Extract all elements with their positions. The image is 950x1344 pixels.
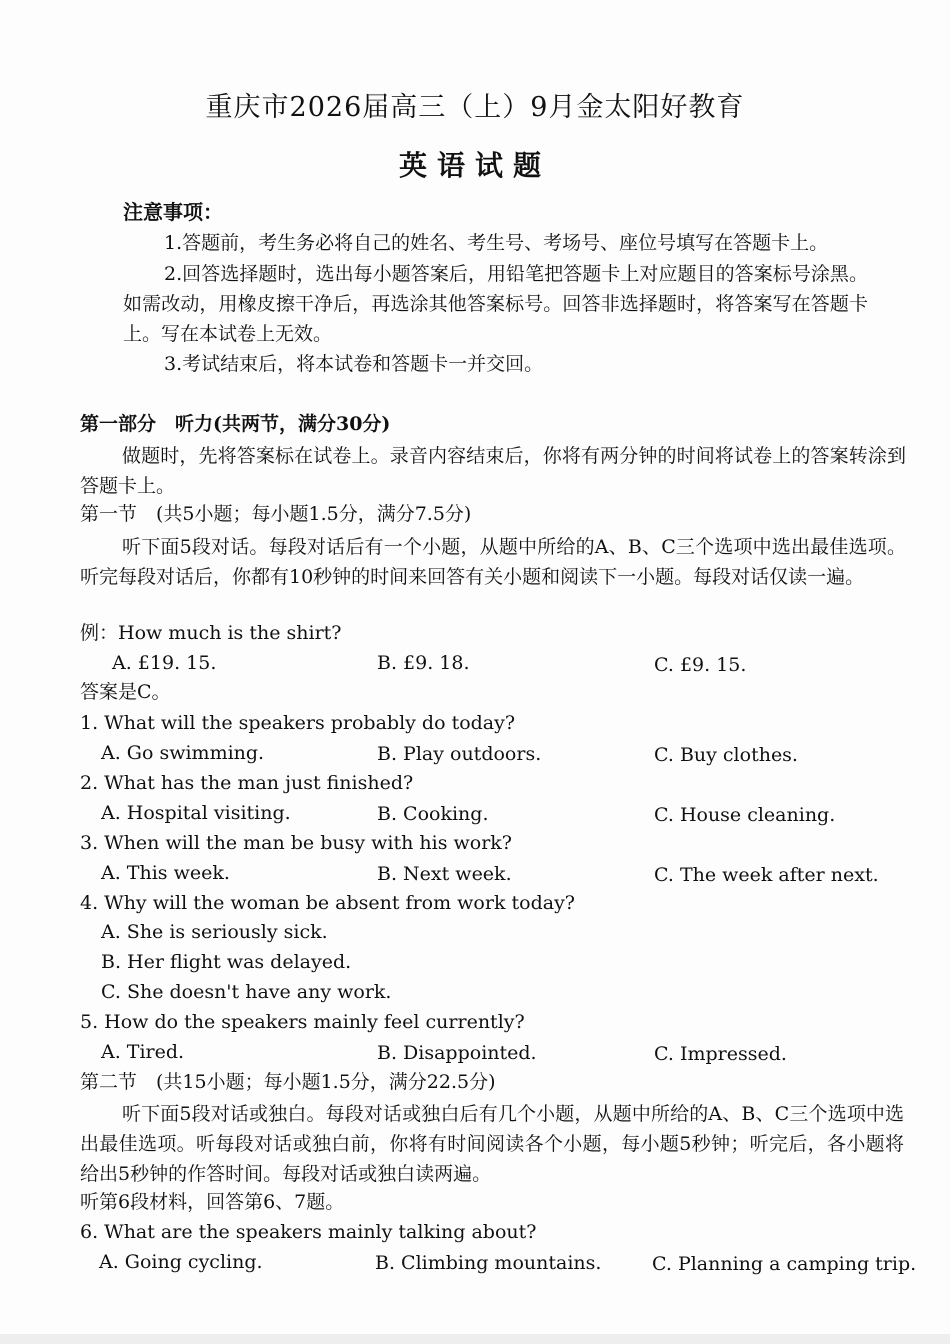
question-4: 4. Why will the woman be absent from work today? bbox=[80, 892, 575, 914]
part1-heading: 第一部分 听力(共两节，满分30分) bbox=[80, 413, 391, 435]
q4-option-b: B. Her flight was delayed. bbox=[101, 951, 352, 973]
part1-intro: 做题时，先将答案标在试卷上。录音内容结束后，你将有两分钟的时间将试卷上的答案转涂到答题卡上。 bbox=[80, 445, 906, 497]
q6-option-c: C. Planning a camping trip. bbox=[652, 1253, 917, 1275]
q4-option-a: A. She is seriously sick. bbox=[101, 921, 328, 943]
q6-option-a: A. Going cycling. bbox=[99, 1251, 263, 1273]
q3-option-a: A. This week. bbox=[101, 862, 230, 884]
section2-intro: 听下面5段对话或独白。每段对话或独白后有几个小题，从题中所给的A、B、C三个选项中选出最佳选项。听每段对话或独白前，你将有时间阅读各个小题，每小题5秒钟；听完后，各小题将给出5秒钟的作答时间。每段对话或独白读两遍。 bbox=[80, 1103, 904, 1185]
q5-option-a: A. Tired. bbox=[101, 1041, 185, 1063]
notice-item-2: 2.回答选择题时，选出每小题答案后，用铅笔把答题卡上对应题目的答案标号涂黑。如需改动，用橡皮擦干净后，再选涂其他答案标号。回答非选择题时，将答案写在答题卡上。写在本试卷上无效。 bbox=[123, 263, 868, 345]
q1-option-b: B. Play outdoors. bbox=[377, 743, 542, 765]
section2-heading: 第二节 (共15小题；每小题1.5分，满分22.5分) bbox=[80, 1071, 496, 1093]
q4-option-c: C. She doesn't have any work. bbox=[101, 981, 392, 1003]
q5-option-b: B. Disappointed. bbox=[377, 1042, 537, 1064]
q2-option-b: B. Cooking. bbox=[377, 803, 489, 825]
material-6-note: 听第6段材料，回答第6、7题。 bbox=[80, 1191, 345, 1213]
example-option-c: C. £9. 15. bbox=[654, 654, 747, 676]
exam-title: 重庆市2026届高三（上）9月金太阳好教育 bbox=[205, 92, 745, 123]
question-2: 2. What has the man just finished? bbox=[80, 772, 414, 794]
q6-option-b: B. Climbing mountains. bbox=[375, 1252, 602, 1274]
notice-item-1: 1.答题前，考生务必将自己的姓名、考生号、考场号、座位号填写在答题卡上。 bbox=[164, 232, 829, 254]
q3-option-c: C. The week after next. bbox=[654, 864, 879, 886]
q3-option-b: B. Next week. bbox=[377, 863, 512, 885]
exam-subtitle: 英语试题 bbox=[398, 149, 551, 182]
page-bottom-edge bbox=[0, 1334, 950, 1344]
q1-option-a: A. Go swimming. bbox=[101, 742, 265, 764]
q1-option-c: C. Buy clothes. bbox=[654, 744, 798, 766]
question-5: 5. How do the speakers mainly feel currently? bbox=[80, 1011, 525, 1033]
q2-option-a: A. Hospital visiting. bbox=[101, 802, 291, 824]
q5-option-c: C. Impressed. bbox=[654, 1043, 787, 1065]
example-option-a: A. £19. 15. bbox=[112, 652, 217, 674]
question-1: 1. What will the speakers probably do today? bbox=[80, 712, 516, 734]
section1-heading: 第一节 (共5小题；每小题1.5分，满分7.5分) bbox=[80, 503, 472, 525]
example-option-b: B. £9. 18. bbox=[377, 652, 470, 674]
section1-intro: 听下面5段对话。每段对话后有一个小题，从题中所给的A、B、C三个选项中选出最佳选项。听完每段对话后，你都有10秒钟的时间来回答有关小题和阅读下一小题。每段对话仅读一遍。 bbox=[80, 536, 906, 588]
example-question: 例：How much is the shirt? bbox=[80, 622, 342, 644]
q2-option-c: C. House cleaning. bbox=[654, 804, 836, 826]
notice-heading: 注意事项： bbox=[123, 200, 223, 224]
question-3: 3. When will the man be busy with his work? bbox=[80, 832, 512, 854]
notice-item-3: 3.考试结束后，将本试卷和答题卡一并交回。 bbox=[164, 353, 544, 375]
question-6: 6. What are the speakers mainly talking about? bbox=[80, 1221, 537, 1243]
example-answer: 答案是C。 bbox=[80, 681, 171, 703]
